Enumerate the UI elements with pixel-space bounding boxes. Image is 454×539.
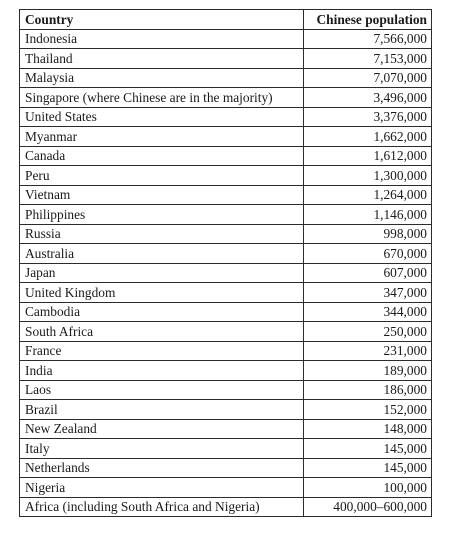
population-cell: 7,070,000 [304, 68, 432, 88]
population-cell: 7,153,000 [304, 49, 432, 69]
country-cell: Thailand [20, 49, 304, 69]
population-cell: 3,496,000 [304, 88, 432, 108]
country-cell: Netherlands [20, 458, 304, 478]
population-cell: 148,000 [304, 419, 432, 439]
population-cell: 400,000–600,000 [304, 497, 432, 517]
table-body [20, 29, 432, 517]
population-cell: 1,300,000 [304, 166, 432, 186]
table-row [20, 88, 432, 108]
table-row [20, 166, 432, 186]
population-column-header: Chinese population [304, 10, 432, 30]
table-row [20, 68, 432, 88]
country-cell: Philippines [20, 205, 304, 225]
country-cell: South Africa [20, 322, 304, 342]
population-cell: 7,566,000 [304, 29, 432, 49]
country-cell: Singapore (where Chinese are in the majority) [20, 88, 304, 108]
population-cell: 1,146,000 [304, 205, 432, 225]
table-row [20, 205, 432, 225]
population-cell: 231,000 [304, 341, 432, 361]
country-column-header: Country [20, 10, 304, 30]
table-row [20, 127, 432, 147]
population-cell: 998,000 [304, 224, 432, 244]
country-cell: New Zealand [20, 419, 304, 439]
table-row [20, 49, 432, 69]
table-row [20, 400, 432, 420]
country-cell: Malaysia [20, 68, 304, 88]
table-row [20, 263, 432, 283]
table-row [20, 322, 432, 342]
chinese-population-table [19, 9, 432, 517]
country-cell: Laos [20, 380, 304, 400]
table-row [20, 283, 432, 303]
population-cell: 3,376,000 [304, 107, 432, 127]
population-cell: 100,000 [304, 478, 432, 498]
country-cell: India [20, 361, 304, 381]
population-cell: 186,000 [304, 380, 432, 400]
country-cell: Vietnam [20, 185, 304, 205]
country-cell: Peru [20, 166, 304, 186]
table-row [20, 478, 432, 498]
population-cell: 145,000 [304, 439, 432, 459]
population-cell: 607,000 [304, 263, 432, 283]
table-row [20, 439, 432, 459]
table-row [20, 185, 432, 205]
country-cell: France [20, 341, 304, 361]
population-cell: 145,000 [304, 458, 432, 478]
table-row [20, 244, 432, 264]
table-row [20, 302, 432, 322]
population-cell: 250,000 [304, 322, 432, 342]
country-cell: Myanmar [20, 127, 304, 147]
country-cell: Africa (including South Africa and Nigeria) [20, 497, 304, 517]
country-cell: Russia [20, 224, 304, 244]
table-row [20, 380, 432, 400]
country-cell: Nigeria [20, 478, 304, 498]
table-row [20, 419, 432, 439]
population-cell: 347,000 [304, 283, 432, 303]
table-row [20, 361, 432, 381]
country-cell: Japan [20, 263, 304, 283]
population-cell: 1,264,000 [304, 185, 432, 205]
country-cell: Brazil [20, 400, 304, 420]
table-row [20, 497, 432, 517]
country-cell: United Kingdom [20, 283, 304, 303]
country-cell: Cambodia [20, 302, 304, 322]
country-cell: Australia [20, 244, 304, 264]
country-cell: Indonesia [20, 29, 304, 49]
country-cell: Italy [20, 439, 304, 459]
population-cell: 1,662,000 [304, 127, 432, 147]
table-row [20, 458, 432, 478]
population-cell: 670,000 [304, 244, 432, 264]
table-row [20, 29, 432, 49]
table-row [20, 341, 432, 361]
table-row [20, 107, 432, 127]
population-cell: 152,000 [304, 400, 432, 420]
population-cell: 1,612,000 [304, 146, 432, 166]
country-cell: United States [20, 107, 304, 127]
country-cell: Canada [20, 146, 304, 166]
table-row [20, 146, 432, 166]
population-table-container [19, 9, 432, 517]
population-cell: 189,000 [304, 361, 432, 381]
population-cell: 344,000 [304, 302, 432, 322]
table-row [20, 224, 432, 244]
table-header-row [20, 10, 432, 30]
